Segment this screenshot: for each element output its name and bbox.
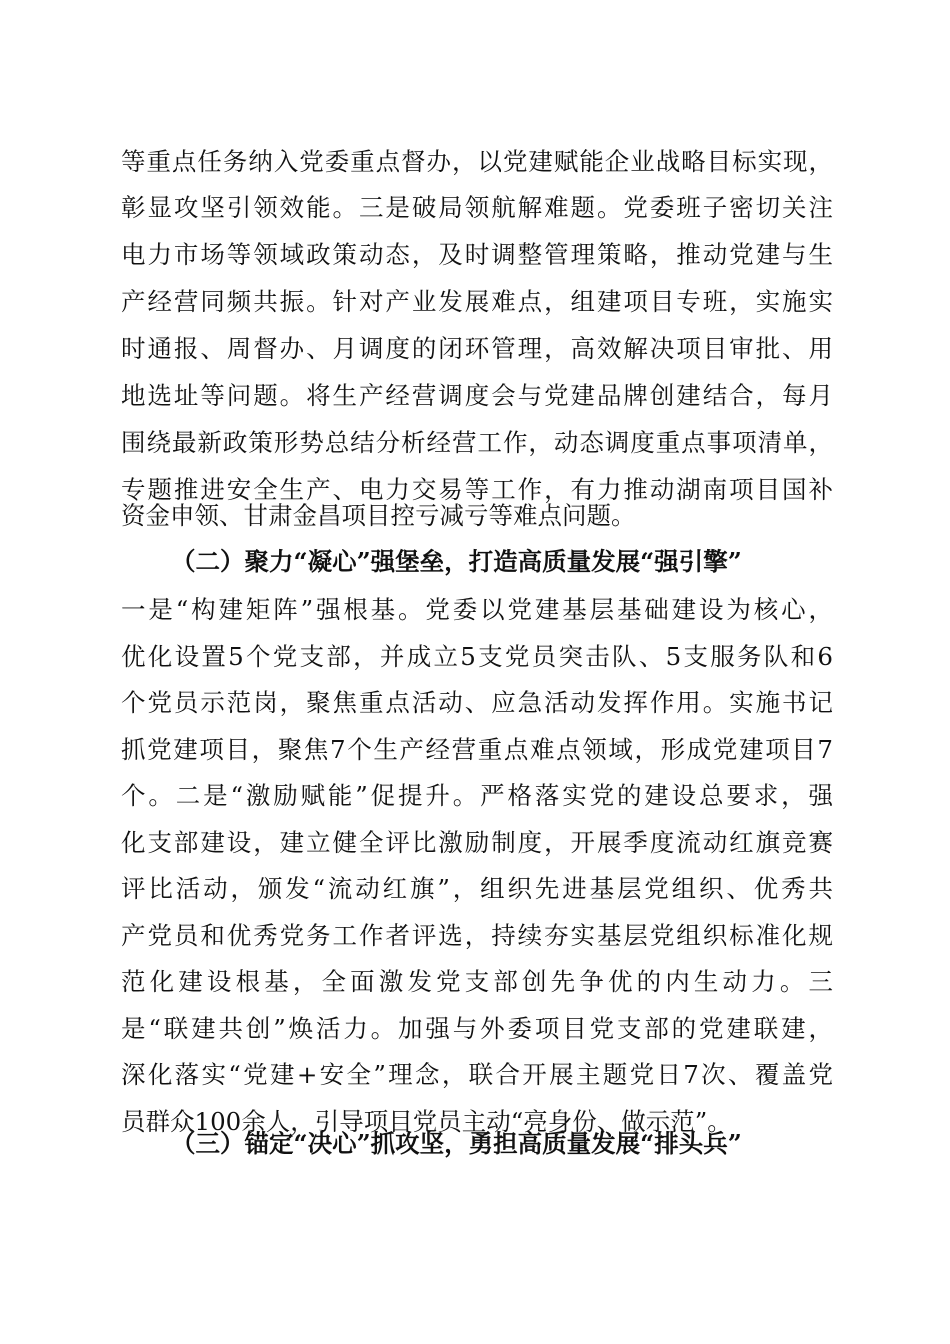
body-text-line: 员群众100余人，引导项目党员主动“亮身份、做示范”。 bbox=[121, 1107, 732, 1136]
body-text-line: 个。二是“激励赋能”促提升。严格落实党的建设总要求，强 bbox=[121, 781, 833, 810]
body-text-line: 深化落实“党建+安全”理念，联合开展主题党日7次、覆盖党 bbox=[121, 1060, 833, 1089]
section-heading: （三）锚定“决心”抓攻坚，勇担高质量发展“排头兵” bbox=[171, 1129, 742, 1158]
body-text-line: 电力市场等领域政策动态，及时调整管理策略，推动党建与生 bbox=[121, 240, 833, 269]
body-text-line: 优化设置5个党支部，并成立5支党员突击队、5支服务队和6 bbox=[121, 642, 833, 671]
body-text-line: 产党员和优秀党务工作者评选，持续夯实基层党组织标准化规 bbox=[121, 921, 833, 950]
section-heading: （二）聚力“凝心”强堡垒，打造高质量发展“强引擎” bbox=[171, 547, 742, 576]
body-text-line: 抓党建项目，聚焦7个生产经营重点难点领域，形成党建项目7 bbox=[121, 735, 833, 764]
body-text-line: 地选址等问题。将生产经营调度会与党建品牌创建结合，每月 bbox=[121, 381, 833, 410]
body-text-line: 彰显攻坚引领效能。三是破局领航解难题。党委班子密切关注 bbox=[121, 193, 833, 222]
body-text-line: 产经营同频共振。针对产业发展难点，组建项目专班，实施实 bbox=[121, 287, 833, 316]
body-text-line: 是“联建共创”焕活力。加强与外委项目党支部的党建联建， bbox=[121, 1014, 833, 1043]
body-text-line: 时通报、周督办、月调度的闭环管理，高效解决项目审批、用 bbox=[121, 334, 833, 363]
body-text-line: 一是“构建矩阵”强根基。党委以党建基层基础建设为核心， bbox=[121, 595, 833, 624]
body-text-line: 专题推进安全生产、电力交易等工作，有力推动湖南项目国补 bbox=[121, 475, 833, 504]
body-text-line: 评比活动，颁发“流动红旗”，组织先进基层党组织、优秀共 bbox=[121, 874, 833, 903]
body-text-line: 资金申领、甘肃金昌项目控亏减亏等难点问题。 bbox=[121, 501, 636, 530]
body-text-line: 范化建设根基，全面激发党支部创先争优的内生动力。三 bbox=[121, 967, 833, 996]
body-text-line: 等重点任务纳入党委重点督办，以党建赋能企业战略目标实现， bbox=[121, 147, 833, 176]
body-text-line: 个党员示范岗，聚焦重点活动、应急活动发挥作用。实施书记 bbox=[121, 688, 833, 717]
body-text-line: 化支部建设，建立健全评比激励制度，开展季度流动红旗竞赛 bbox=[121, 828, 833, 857]
body-text-line: 围绕最新政策形势总结分析经营工作，动态调度重点事项清单， bbox=[121, 428, 833, 457]
